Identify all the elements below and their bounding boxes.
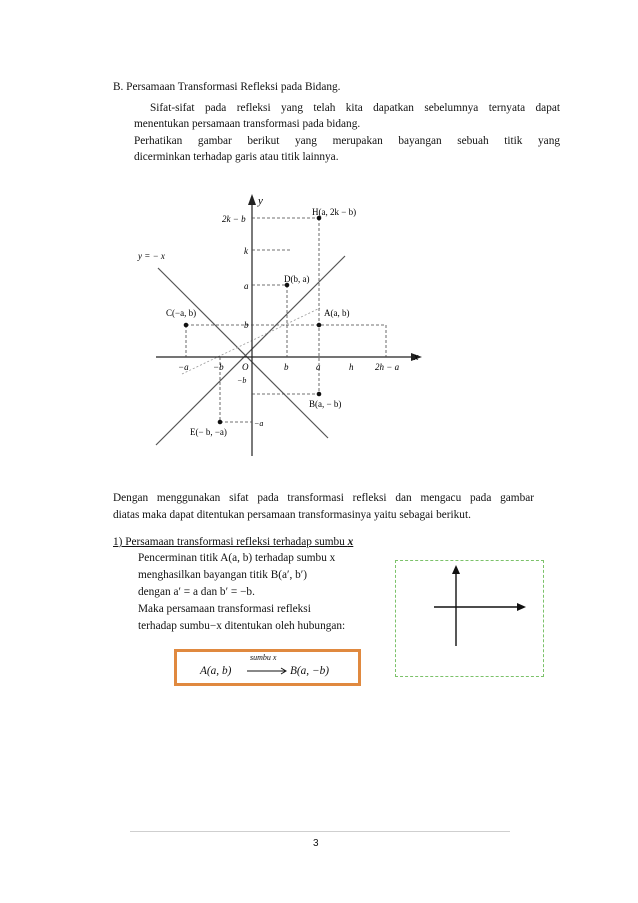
item1-line-3: dengan a′ = a dan b′ = −b.: [138, 586, 255, 598]
axes-sketch: [396, 561, 543, 676]
label-b: B(a, − b): [309, 399, 342, 409]
intro-line-1: Sifat-sifat pada refleksi yang telah kita dapatkan sebelumnya ternyata dapat: [150, 102, 560, 114]
point-e: [218, 420, 223, 425]
axes-sketch-right-arrow: [517, 603, 526, 611]
formula-arrow-icon: [247, 667, 289, 675]
x-axis-label: x: [414, 352, 419, 363]
origin-label: O: [242, 362, 249, 372]
footer-rule: [130, 831, 510, 832]
x-tick-h: h: [349, 362, 354, 372]
point-b: [317, 392, 322, 397]
y-tick-a: a: [244, 281, 249, 291]
reflection-figure: [130, 180, 430, 465]
formula-left: A(a, b): [200, 665, 232, 677]
axes-sketch-up-arrow: [452, 565, 460, 574]
y-axis-label: y: [258, 195, 263, 207]
x-tick-b: b: [284, 362, 289, 372]
y-tick-2k-b: 2k − b: [222, 214, 246, 224]
x-tick-a: a: [316, 362, 321, 372]
label-h: H(a, 2k − b): [312, 207, 357, 217]
label-c: C(−a, b): [166, 308, 197, 318]
y-tick-neg-b: −b: [237, 376, 247, 385]
line-y-neg-x: [158, 268, 328, 438]
paragraph-line-1: Dengan menggunakan sifat pada transformasi refleksi dan mengacu pada gambar: [113, 492, 534, 504]
formula-right: B(a, −b): [290, 665, 329, 677]
paragraph-line-2: diatas maka dapat ditentukan persamaan transformasinya yaitu sebagai berikut.: [113, 509, 471, 521]
intro-line-4: dicerminkan terhadap garis atau titik lainnya.: [134, 151, 339, 163]
y-tick-k: k: [244, 246, 248, 256]
formula-box: [174, 649, 361, 686]
x-tick-neg-a: −a: [178, 362, 189, 372]
label-e: E(− b, −a): [190, 427, 227, 437]
y-tick-b: b: [244, 320, 249, 330]
item1-line-4: Maka persamaan transformasi refleksi: [138, 603, 311, 615]
page-number: 3: [313, 838, 319, 849]
intro-line-2: menentukan persamaan transformasi pada bidang.: [134, 118, 361, 130]
point-a: [317, 323, 322, 328]
x-tick-2h-a: 2h − a: [375, 362, 400, 372]
line-label: y = − x: [138, 251, 165, 261]
x-tick-neg-b: −b: [213, 362, 224, 372]
intro-line-3: Perhatikan gambar berikut yang merupakan bayangan sebuah titik yang: [134, 135, 560, 147]
item1-line-5: terhadap sumbu−x ditentukan oleh hubungan:: [138, 620, 346, 632]
dotted-guide: [182, 308, 320, 374]
item1-line-1: Pencerminan titik A(a, b) terhadap sumbu x: [138, 552, 336, 564]
point-c: [184, 323, 189, 328]
formula-arrow-label: sumbu x: [250, 653, 277, 662]
label-d: D(b, a): [284, 274, 310, 284]
line-y-x: [156, 256, 345, 445]
item1-title: 1) Persamaan transformasi refleksi terhadap sumbu x: [113, 536, 354, 548]
axes-sketch-box: [395, 560, 544, 677]
y-tick-neg-a: −a: [254, 419, 264, 428]
item1-line-2: menghasilkan bayangan titik B(a′, b′): [138, 569, 308, 581]
label-a: A(a, b): [324, 308, 350, 318]
y-axis-arrow: [248, 194, 256, 205]
section-heading: B. Persamaan Transformasi Refleksi pada Bidang.: [113, 81, 341, 93]
